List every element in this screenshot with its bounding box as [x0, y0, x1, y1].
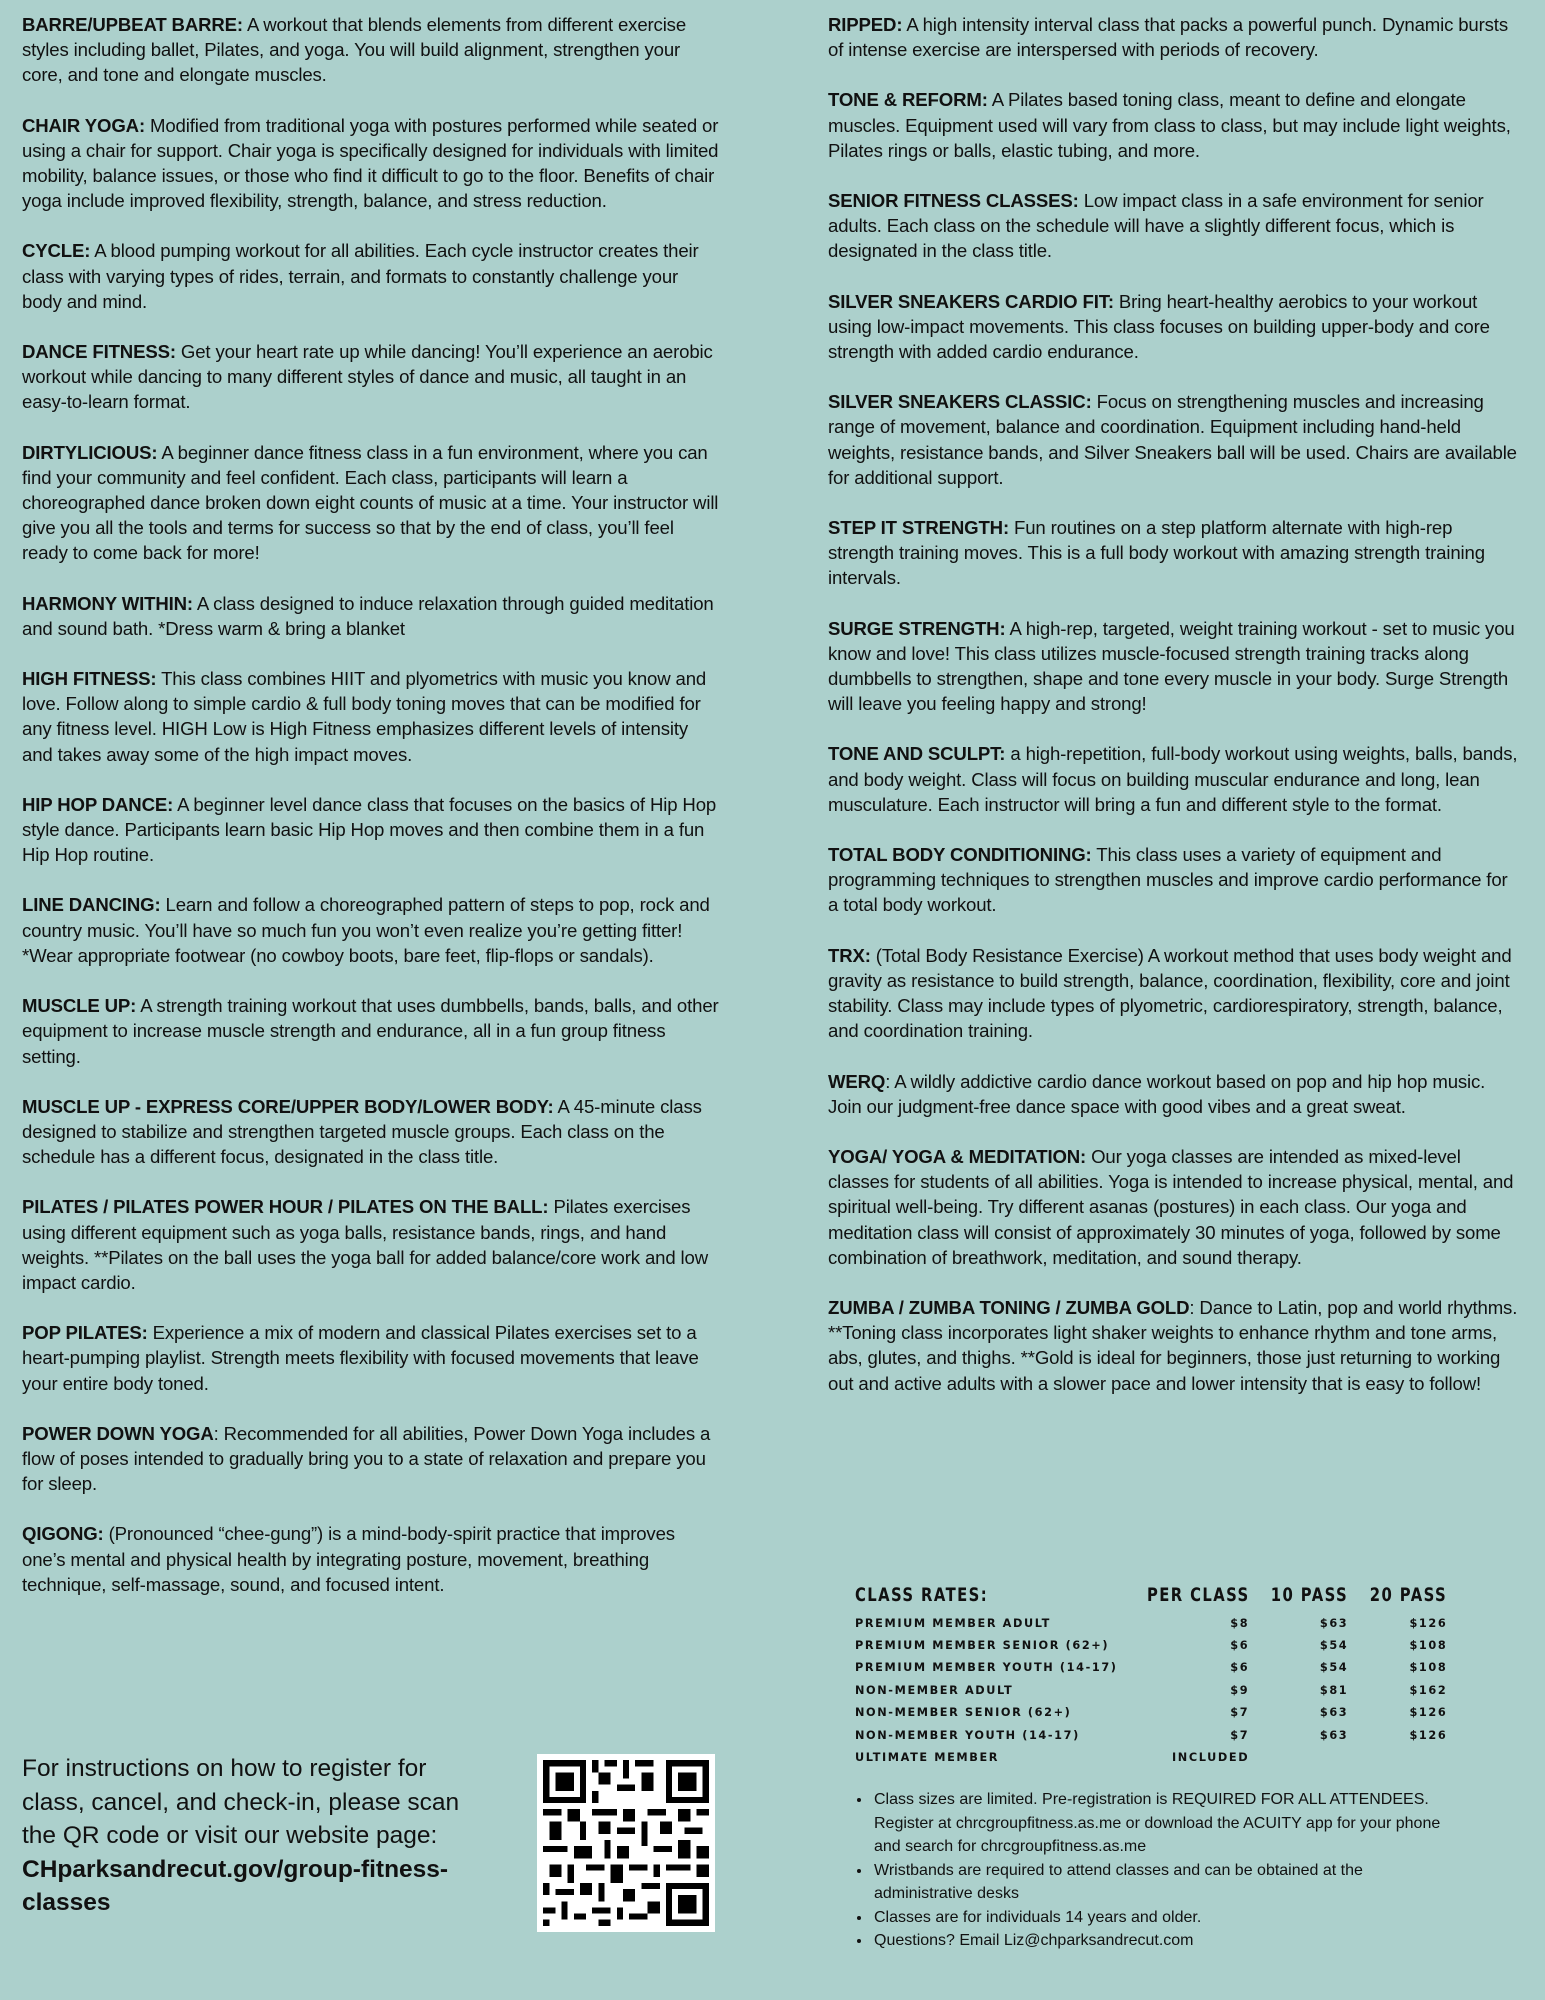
- class-description: Our yoga classes are intended as mixed-level classes for students of all abilities. Yoga is intended to increase physical, mental, and spiritual well-being. Try different asanas (postures) in each class. Our yoga and meditation class will consist of approximately 30 minutes of yoga, followed by some combination of breathwork, meditation, and sound therapy.: [828, 1145, 1514, 1268]
- class-description: A blood pumping workout for all abilities. Each cycle instructor creates their class with varying types of rides, terrain, and formats to constantly challenge your body and mind.: [22, 240, 699, 312]
- class-name: QIGONG:: [22, 1523, 104, 1545]
- class-entry-hip-hop-dance: [22, 792, 722, 868]
- class-description: a high-repetition, full-body workout using weights, balls, bands, and body weight. Class will focus on building muscular endurance and long, lean musculature. Each instructor will bring a fun and different style to the format.: [828, 743, 1518, 815]
- class-entry-surge-strength: [828, 616, 1518, 717]
- class-name: SILVER SNEAKERS CLASSIC:: [828, 391, 1092, 413]
- class-description: (Pronounced “chee-gung”) is a mind-body-spirit practice that improves one’s mental and physical health by integrating posture, movement, breathing technique, self-massage, sound, and focused intent.: [22, 1523, 675, 1595]
- class-description: A strength training workout that uses dumbbells, bands, balls, and other equipment to increase muscle strength and endurance, all in a fun group fitness setting.: [22, 995, 719, 1067]
- class-entry-qigong: [22, 1521, 722, 1597]
- class-descriptions-left: [22, 12, 722, 1622]
- member-type: NON-MEMBER YOUTH (14-17): [855, 1728, 1080, 1742]
- member-type: PREMIUM MEMBER ADULT: [855, 1616, 1051, 1630]
- class-description: A beginner dance fitness class in a fun environment, where you can find your community and feel confident. Each class, participants will learn a choreographed dance broken down eight counts of music at a time. Your instructor will give you all the tools and terms for success so that by the end of class, you’ll feel ready to come back for more!: [22, 441, 719, 564]
- twenty-pass-price: $108: [1409, 1639, 1448, 1653]
- class-name: CYCLE:: [22, 240, 91, 262]
- registration-text: For instructions on how to register for class, cancel, and check-in, please scan the QR code or visit our website page:: [22, 1755, 460, 1849]
- class-entry-harmony-within: [22, 591, 722, 641]
- class-description: Pilates exercises using different equipment such as yoga balls, resistance bands, rings, and hand weights. **Pilates on the ball uses the yoga ball for added balance/core work and low impact cardio.: [22, 1196, 708, 1293]
- class-name: WERQ: [828, 1070, 886, 1092]
- rate-row: [855, 1679, 1447, 1701]
- class-description: Experience a mix of modern and classical Pilates exercises set to a heart-pumping playlist. Strength meets flexibility with focused movements that leave your entire body toned.: [22, 1322, 699, 1394]
- rate-row: [855, 1657, 1447, 1679]
- class-description: : Dance to Latin, pop and world rhythms. **Toning class incorporates light shaker weights to enhance rhythm and tone arms, abs, glutes, and thighs. **Gold is ideal for beginners, those just returning to working out and active adults with a slower pace and lower intensity that is easy to follow!: [828, 1296, 1518, 1394]
- note-item: • Wristbands are required to attend classes and can be obtained at the administrative desks: [872, 1859, 1452, 1906]
- policy-notes: [852, 1788, 1452, 1953]
- class-description: Get your heart rate up while dancing! You’ll experience an aerobic workout while dancing to many different styles of dance and music, all taught in an easy-to-learn format.: [22, 341, 713, 413]
- class-entry-dance-fitness: [22, 339, 722, 415]
- per-class-price: INCLUDED: [1171, 1751, 1250, 1765]
- class-name: MUSCLE UP - EXPRESS CORE/UPPER BODY/LOWER BODY:: [22, 1095, 554, 1117]
- header-20-pass: 20 PASS: [1370, 1584, 1448, 1606]
- class-name: HIGH FITNESS:: [22, 668, 157, 690]
- class-entry-tone-reform: [828, 87, 1518, 163]
- twenty-pass-price: $126: [1409, 1706, 1448, 1720]
- class-name: SURGE STRENGTH:: [828, 617, 1006, 639]
- class-description: A beginner level dance class that focuses on the basics of Hip Hop style dance. Participants learn basic Hip Hop moves and then combine them in a fun Hip Hop routine.: [22, 793, 717, 866]
- rate-row: [855, 1724, 1447, 1746]
- per-class-price: $6: [1230, 1639, 1250, 1653]
- class-description: Bring heart-healthy aerobics to your workout using low-impact movements. This class focuses on building upper-body and core strength with added cardio endurance.: [828, 290, 1490, 363]
- rate-row: [855, 1634, 1447, 1656]
- header-per-class: PER CLASS: [1146, 1584, 1250, 1606]
- class-description: A class designed to induce relaxation through guided meditation and sound bath. *Dress warm & bring a blanket: [22, 592, 714, 639]
- class-description: Modified from traditional yoga with postures performed while seated or using a chair for support. Chair yoga is specifically designed for individuals with limited mobility, balance issues, or those who find it difficult to go to the floor. Benefits of chair yoga include improved flexibility, strength, balance, and stress reduction.: [22, 114, 719, 212]
- class-entry-power-down-yoga: [22, 1421, 722, 1497]
- class-name: DIRTYLICIOUS:: [22, 441, 158, 463]
- class-name: YOGA/ YOGA & MEDITATION:: [828, 1145, 1087, 1167]
- class-entry-step-it-strength: [828, 515, 1518, 591]
- ten-pass-price: $63: [1319, 1616, 1349, 1630]
- class-name: TRX:: [828, 944, 871, 966]
- class-name: SILVER SNEAKERS CARDIO FIT:: [828, 290, 1114, 312]
- per-class-price: $7: [1230, 1706, 1250, 1720]
- class-entry-line-dancing: [22, 892, 722, 968]
- ten-pass-price: $54: [1319, 1639, 1349, 1653]
- class-name: LINE DANCING:: [22, 894, 161, 916]
- class-entry-silver-sneakers-cardio: [828, 289, 1518, 365]
- class-entry-chair-yoga: [22, 113, 722, 214]
- class-entry-zumba: [828, 1295, 1518, 1396]
- class-name: ZUMBA / ZUMBA TONING / ZUMBA GOLD: [828, 1296, 1190, 1318]
- class-description: : Recommended for all abilities, Power Down Yoga includes a flow of poses intended to gradually bring you to a state of relaxation and prepare you for sleep.: [22, 1422, 711, 1495]
- class-entry-barre: [22, 12, 722, 88]
- header-10-pass: 10 PASS: [1270, 1584, 1349, 1606]
- class-entry-ripped: [828, 12, 1518, 62]
- class-name: TONE & REFORM:: [828, 89, 988, 111]
- class-description: Focus on strengthening muscles and increasing range of movement, balance and coordination. Equipment including hand-held weights, resistance bands, and Silver Sneakers ball will be used. Chairs are available for additional support.: [828, 391, 1517, 488]
- per-class-price: $9: [1230, 1683, 1250, 1697]
- class-name: MUSCLE UP:: [22, 995, 137, 1017]
- ten-pass-price: $63: [1319, 1728, 1349, 1742]
- per-class-price: $6: [1230, 1661, 1250, 1675]
- class-description: : A wildly addictive cardio dance workout based on pop and hip hop music. Join our judgment-free dance space with good vibes and a great sweat.: [828, 1070, 1486, 1117]
- class-entry-pop-pilates: [22, 1320, 722, 1396]
- class-name: SENIOR FITNESS CLASSES:: [828, 190, 1079, 212]
- class-description: Low impact class in a safe environment for senior adults. Each class on the schedule will have a slightly different focus, which is designated in the class title.: [828, 190, 1484, 262]
- class-name: TOTAL BODY CONDITIONING:: [828, 844, 1092, 866]
- class-name: TONE AND SCULPT:: [828, 743, 1006, 765]
- class-description: A Pilates based toning class, meant to define and elongate muscles. Equipment used will vary from class to class, but may include light weights, Pilates rings or balls, elastic tubing, and more.: [828, 89, 1511, 161]
- class-entry-tone-sculpt: [828, 741, 1518, 817]
- class-description: This class uses a variety of equipment and programming techniques to strengthen muscles and improve cardio performance for a total body workout.: [828, 844, 1508, 916]
- ten-pass-price: $63: [1319, 1706, 1349, 1720]
- member-type: ULTIMATE MEMBER: [855, 1751, 1000, 1765]
- class-entry-total-body: [828, 842, 1518, 918]
- class-entry-muscle-up-express: [22, 1094, 722, 1170]
- ten-pass-price: $54: [1319, 1661, 1349, 1675]
- class-description: A workout that blends elements from different exercise styles including ballet, Pilates, and yoga. You will build alignment, strengthen your core, and tone and elongate muscles.: [22, 14, 687, 86]
- class-entry-senior-fitness: [828, 188, 1518, 264]
- twenty-pass-price: $126: [1409, 1616, 1448, 1630]
- class-description: A 45-minute class designed to stabilize and strengthen targeted muscle groups. Each class on the schedule has a different focus, designated in the class title.: [22, 1095, 702, 1168]
- class-name: STEP IT STRENGTH:: [828, 517, 1009, 539]
- ten-pass-price: $81: [1319, 1683, 1349, 1697]
- rate-row: [855, 1702, 1447, 1724]
- class-rates-table: [855, 1584, 1448, 1769]
- qr-code-icon[interactable]: [537, 1754, 715, 1932]
- registration-info: [22, 1752, 492, 1920]
- class-name: RIPPED:: [828, 14, 903, 35]
- class-description: A high-rep, targeted, weight training workout - set to music you know and love! This class utilizes muscle-focused strength training tracks along dumbbells to strengthen, shape and tone every muscle in your body. Surge Strength will leave you feeling happy and strong!: [828, 617, 1515, 715]
- class-name: HIP HOP DANCE:: [22, 793, 174, 815]
- website-link[interactable]: CHparksandrecut.gov/group-fitness-classes: [22, 1855, 449, 1916]
- class-entry-werq: [828, 1069, 1518, 1119]
- class-description: A high intensity interval class that packs a powerful punch. Dynamic bursts of intense exercise are interspersed with periods of recovery.: [828, 14, 1508, 61]
- class-entry-pilates: [22, 1194, 722, 1295]
- class-name: HARMONY WITHIN:: [22, 592, 193, 614]
- member-type: NON-MEMBER SENIOR (62+): [855, 1706, 1072, 1720]
- class-entry-high-fitness: [22, 666, 722, 767]
- class-entry-trx: [828, 943, 1518, 1044]
- class-descriptions-right: [828, 12, 1518, 1421]
- class-name: PILATES / PILATES POWER HOUR / PILATES ON THE BALL:: [22, 1196, 549, 1218]
- member-type: NON-MEMBER ADULT: [855, 1683, 1014, 1697]
- rates-title: CLASS RATES:: [855, 1584, 989, 1606]
- class-entry-muscle-up: [22, 993, 722, 1069]
- class-name: POWER DOWN YOGA: [22, 1422, 214, 1444]
- class-name: DANCE FITNESS:: [22, 341, 176, 363]
- per-class-price: $7: [1230, 1728, 1250, 1742]
- class-name: CHAIR YOGA:: [22, 114, 146, 136]
- class-entry-yoga: [828, 1144, 1518, 1270]
- member-type: PREMIUM MEMBER SENIOR (62+): [855, 1639, 1110, 1653]
- class-entry-silver-sneakers-classic: [828, 389, 1518, 490]
- note-item: • Questions? Email Liz@chparksandrecut.com: [872, 1929, 1452, 1953]
- per-class-price: $8: [1230, 1616, 1250, 1630]
- note-item: • Classes are for individuals 14 years and older.: [872, 1906, 1452, 1930]
- rate-row: [855, 1746, 1447, 1768]
- rate-row: [855, 1612, 1447, 1634]
- note-item: • Class sizes are limited. Pre-registration is REQUIRED FOR ALL ATTENDEES. Register at chrcgroupfitness.as.me or download the ACUITY app for your phone and search for chrcgroupfitness.as.me: [872, 1788, 1452, 1859]
- ten-pass-price: [1249, 1746, 1348, 1768]
- twenty-pass-price: $126: [1409, 1728, 1448, 1742]
- class-entry-dirtylicious: [22, 440, 722, 566]
- twenty-pass-price: $162: [1409, 1683, 1448, 1697]
- twenty-pass-price: $108: [1409, 1661, 1448, 1675]
- member-type: PREMIUM MEMBER YOUTH (14-17): [855, 1661, 1118, 1675]
- twenty-pass-price: [1348, 1746, 1447, 1768]
- class-description: This class combines HIIT and plyometrics with music you know and love. Follow along to simple cardio & full body toning moves that can be modified for any fitness level. HIGH Low is High Fitness emphasizes different levels of intensity and takes away some of the high impact moves.: [22, 668, 707, 765]
- class-description: Learn and follow a choreographed pattern of steps to pop, rock and country music. You’ll have so much fun you won’t even realize you’re getting fitter! *Wear appropriate footwear (no cowboy boots, bare feet, flip-flops or sandals).: [22, 894, 710, 966]
- class-name: POP PILATES:: [22, 1322, 148, 1344]
- class-name: BARRE/UPBEAT BARRE:: [22, 14, 243, 35]
- class-entry-cycle: [22, 238, 722, 314]
- class-description: Fun routines on a step platform alternate with high-rep strength training moves. This is a full body workout with amazing strength training intervals.: [828, 517, 1485, 589]
- class-description: (Total Body Resistance Exercise) A workout method that uses body weight and gravity as resistance to build strength, balance, coordination, flexibility, core and joint stability. Class may include types of plyometric, cardiorespiratory, strength, balance, and coordination training.: [828, 944, 1512, 1042]
